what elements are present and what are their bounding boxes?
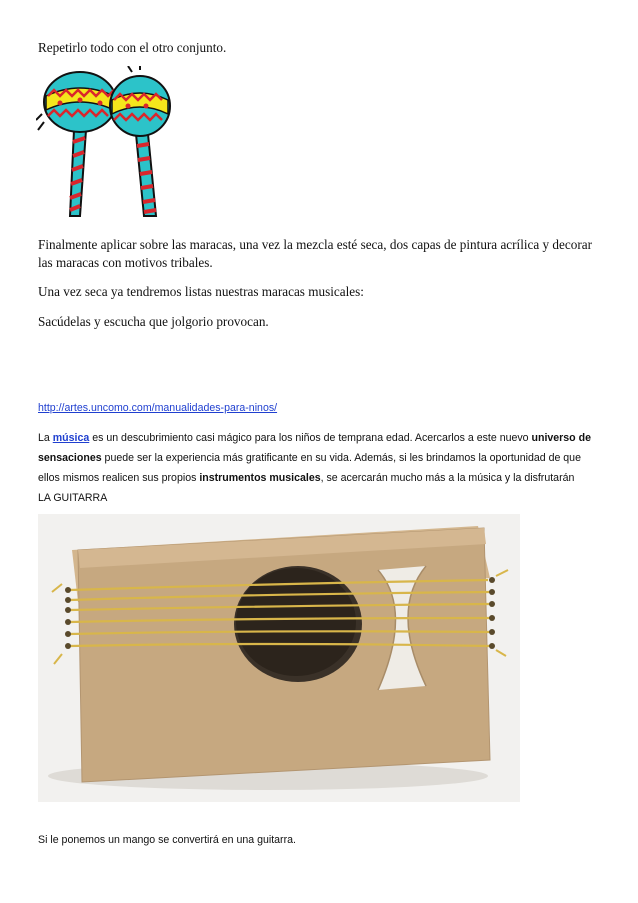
text-run: puede ser la experiencia más gratificante en su vida. Además, si les brindamos la oportunidad de que ellos mismos realicen sus propios bbox=[38, 452, 581, 484]
paragraph-finish: Finalmente aplicar sobre las maracas, una vez la mezcla esté seca, dos capas de pintura acrílica y decorar las maracas con motivos tribales. bbox=[38, 237, 592, 270]
paragraph-handle: Si le ponemos un mango se convertirá en una guitarra. bbox=[38, 834, 296, 846]
paragraph-repeat: Repetirlo todo con el otro conjunto. bbox=[38, 40, 227, 55]
text-run: , se acercarán mucho más a la música y la disfrutarán bbox=[320, 472, 575, 484]
paragraph-dry: Una vez seca ya tendremos listas nuestras maracas musicales: bbox=[38, 284, 364, 299]
bold-universo: universo de sensaciones bbox=[38, 432, 591, 464]
maracas-illustration bbox=[36, 66, 172, 222]
source-link[interactable]: http://artes.uncomo.com/manualidades-para-ninos/ bbox=[38, 402, 278, 414]
bold-instrumentos: instrumentos musicales bbox=[199, 472, 321, 484]
paragraph-shake: Sacúdelas y escucha que jolgorio provocan. bbox=[38, 314, 269, 329]
text-run: La bbox=[38, 432, 53, 444]
section-heading-guitarra: LA GUITARRA bbox=[38, 492, 108, 504]
cardboard-guitar-photo bbox=[38, 514, 520, 802]
paragraph-music-intro bbox=[38, 428, 598, 488]
text-run: es un descubrimiento casi mágico para los niños de temprana edad. Acercarlos a este nuevo bbox=[89, 432, 532, 444]
right-maraca bbox=[110, 66, 170, 216]
left-maraca bbox=[36, 72, 116, 216]
link-musica[interactable]: música bbox=[52, 432, 90, 444]
